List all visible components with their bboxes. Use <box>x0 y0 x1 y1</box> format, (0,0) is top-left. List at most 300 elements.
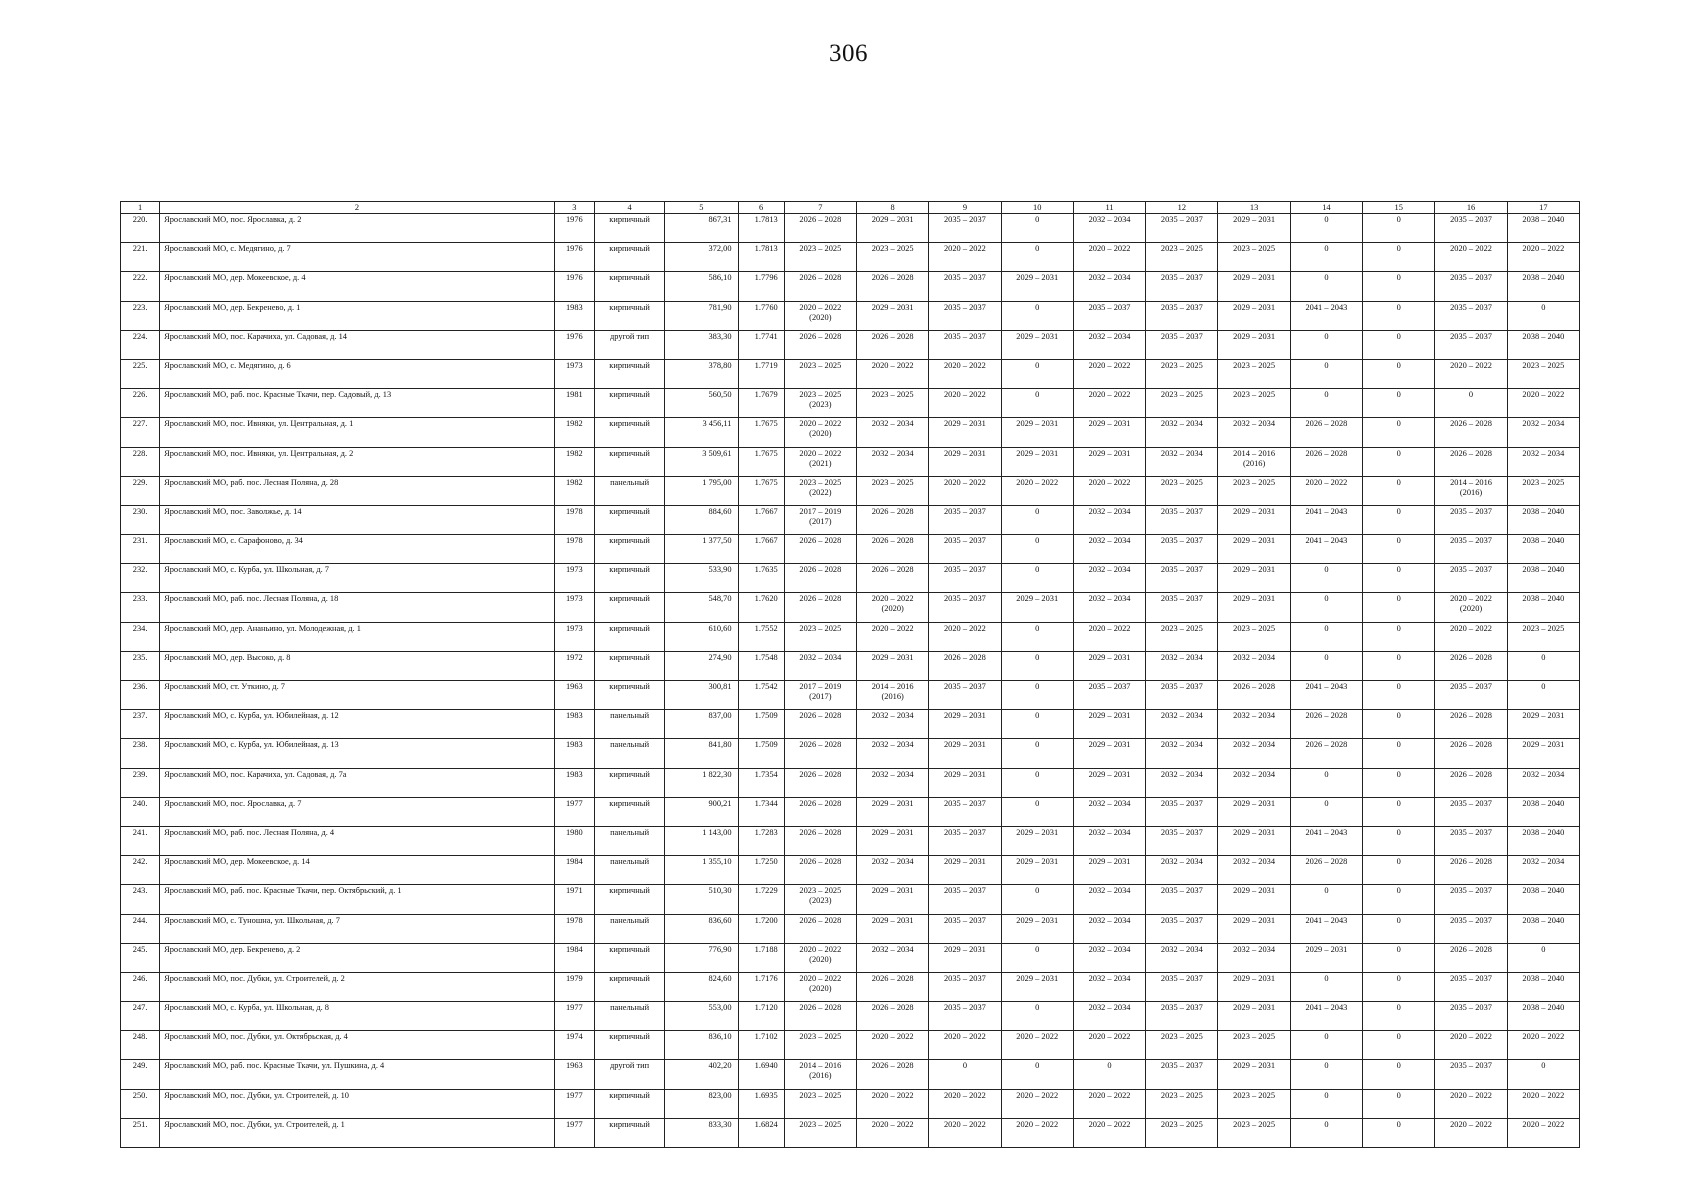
table-cell-col-15: 0 <box>1363 739 1435 768</box>
table-row <box>121 856 1580 885</box>
table-row <box>121 476 1580 505</box>
table-cell-col-7: 2017 – 2019 (2017) <box>784 505 856 534</box>
table-row <box>121 564 1580 593</box>
table-row <box>121 885 1580 914</box>
table-cell-col-1: 239. <box>121 768 160 797</box>
table-cell-col-6: 1.7667 <box>738 535 784 564</box>
table-cell-col-10: 0 <box>1001 651 1073 680</box>
table-cell-col-2: Ярославский МО, с. Курба, ул. Школьная, д. 7 <box>160 564 555 593</box>
table-cell-col-12: 2032 – 2034 <box>1146 418 1218 447</box>
table-cell-col-17: 2038 – 2040 <box>1507 535 1579 564</box>
table-cell-col-7: 2026 – 2028 <box>784 564 856 593</box>
table-cell-col-2: Ярославский МО, пос. Заволжье, д. 14 <box>160 505 555 534</box>
table-cell-col-17: 2020 – 2022 <box>1507 243 1579 272</box>
table-cell-col-14: 0 <box>1290 272 1362 301</box>
table-cell-col-12: 2035 – 2037 <box>1146 826 1218 855</box>
table-cell-col-11: 2029 – 2031 <box>1073 710 1145 739</box>
table-cell-col-10: 2029 – 2031 <box>1001 418 1073 447</box>
table-cell-col-11: 2032 – 2034 <box>1073 1002 1145 1031</box>
table-cell-col-2: Ярославский МО, дер. Ананьино, ул. Молодежная, д. 1 <box>160 622 555 651</box>
table-cell-col-4: кирпичный <box>594 885 664 914</box>
table-cell-col-11: 2032 – 2034 <box>1073 272 1145 301</box>
table-cell-col-5: 274,90 <box>665 651 738 680</box>
table-cell-col-16: 2035 – 2037 <box>1435 564 1507 593</box>
table-cell-col-11: 2020 – 2022 <box>1073 359 1145 388</box>
table-cell-col-16: 2020 – 2022 <box>1435 1118 1507 1147</box>
table-cell-col-3: 1973 <box>554 593 594 622</box>
table-cell-col-12: 2032 – 2034 <box>1146 651 1218 680</box>
table-cell-col-7: 2020 – 2022 (2020) <box>784 943 856 972</box>
table-cell-col-15: 0 <box>1363 1002 1435 1031</box>
table-cell-col-17: 2038 – 2040 <box>1507 885 1579 914</box>
table-cell-col-9: 2035 – 2037 <box>929 272 1001 301</box>
column-header-9: 9 <box>929 202 1001 214</box>
table-cell-col-13: 2032 – 2034 <box>1218 651 1290 680</box>
table-cell-col-5: 776,90 <box>665 943 738 972</box>
table-cell-col-1: 241. <box>121 826 160 855</box>
table-cell-col-16: 2014 – 2016 (2016) <box>1435 476 1507 505</box>
table-cell-col-4: кирпичный <box>594 1118 664 1147</box>
table-cell-col-11: 2032 – 2034 <box>1073 914 1145 943</box>
table-cell-col-16: 2035 – 2037 <box>1435 301 1507 330</box>
table-row <box>121 272 1580 301</box>
table-cell-col-12: 2032 – 2034 <box>1146 447 1218 476</box>
table-cell-col-11: 2032 – 2034 <box>1073 797 1145 826</box>
table-cell-col-2: Ярославский МО, дер. Бекренево, д. 1 <box>160 301 555 330</box>
table-cell-col-10: 2020 – 2022 <box>1001 1031 1073 1060</box>
table-cell-col-16: 2020 – 2022 <box>1435 1089 1507 1118</box>
table-cell-col-16: 2026 – 2028 <box>1435 651 1507 680</box>
table-cell-col-13: 2023 – 2025 <box>1218 389 1290 418</box>
table-cell-col-15: 0 <box>1363 943 1435 972</box>
table-row <box>121 1031 1580 1060</box>
table-cell-col-1: 226. <box>121 389 160 418</box>
table-cell-col-4: кирпичный <box>594 1031 664 1060</box>
table-cell-col-13: 2029 – 2031 <box>1218 1060 1290 1089</box>
table-cell-col-12: 2035 – 2037 <box>1146 885 1218 914</box>
table-cell-col-4: кирпичный <box>594 651 664 680</box>
table-cell-col-3: 1984 <box>554 943 594 972</box>
table-cell-col-12: 2023 – 2025 <box>1146 622 1218 651</box>
table-cell-col-10: 0 <box>1001 943 1073 972</box>
table-cell-col-16: 2035 – 2037 <box>1435 1002 1507 1031</box>
table-cell-col-8: 2029 – 2031 <box>856 301 928 330</box>
table-cell-col-15: 0 <box>1363 476 1435 505</box>
table-cell-col-14: 2041 – 2043 <box>1290 505 1362 534</box>
table-cell-col-6: 1.7344 <box>738 797 784 826</box>
column-header-2: 2 <box>160 202 555 214</box>
table-cell-col-13: 2029 – 2031 <box>1218 564 1290 593</box>
table-cell-col-2: Ярославский МО, дер. Бекренево, д. 2 <box>160 943 555 972</box>
table-cell-col-15: 0 <box>1363 856 1435 885</box>
column-header-12: 12 <box>1146 202 1218 214</box>
table-cell-col-13: 2023 – 2025 <box>1218 243 1290 272</box>
table-cell-col-2: Ярославский МО, раб. пос. Лесная Поляна, д. 4 <box>160 826 555 855</box>
table-cell-col-13: 2023 – 2025 <box>1218 622 1290 651</box>
table-cell-col-9: 2020 – 2022 <box>929 622 1001 651</box>
table-cell-col-2: Ярославский МО, раб. пос. Красные Ткачи, пер. Октябрьский, д. 1 <box>160 885 555 914</box>
table-cell-col-16: 2020 – 2022 <box>1435 622 1507 651</box>
table-cell-col-11: 2032 – 2034 <box>1073 214 1145 243</box>
table-cell-col-4: кирпичный <box>594 243 664 272</box>
column-header-14: 14 <box>1290 202 1362 214</box>
table-cell-col-7: 2023 – 2025 <box>784 1031 856 1060</box>
table-cell-col-14: 2041 – 2043 <box>1290 914 1362 943</box>
table-cell-col-7: 2017 – 2019 (2017) <box>784 681 856 710</box>
table-cell-col-1: 248. <box>121 1031 160 1060</box>
table-cell-col-10: 0 <box>1001 1060 1073 1089</box>
table-cell-col-6: 1.7675 <box>738 447 784 476</box>
column-header-17: 17 <box>1507 202 1579 214</box>
table-cell-col-1: 227. <box>121 418 160 447</box>
table-cell-col-2: Ярославский МО, дер. Высоко, д. 8 <box>160 651 555 680</box>
table-cell-col-1: 233. <box>121 593 160 622</box>
table-cell-col-9: 2035 – 2037 <box>929 797 1001 826</box>
table-cell-col-8: 2032 – 2034 <box>856 418 928 447</box>
table-cell-col-3: 1977 <box>554 1118 594 1147</box>
table-cell-col-15: 0 <box>1363 301 1435 330</box>
table-cell-col-6: 1.7120 <box>738 1002 784 1031</box>
table-row <box>121 243 1580 272</box>
table-cell-col-12: 2035 – 2037 <box>1146 1002 1218 1031</box>
table-cell-col-7: 2026 – 2028 <box>784 535 856 564</box>
table-cell-col-10: 0 <box>1001 768 1073 797</box>
table-cell-col-17: 2023 – 2025 <box>1507 622 1579 651</box>
table-cell-col-17: 0 <box>1507 651 1579 680</box>
table-row <box>121 651 1580 680</box>
table-cell-col-17: 0 <box>1507 1060 1579 1089</box>
table-row <box>121 1118 1580 1147</box>
table-cell-col-8: 2032 – 2034 <box>856 710 928 739</box>
table-cell-col-8: 2029 – 2031 <box>856 826 928 855</box>
table-cell-col-9: 2020 – 2022 <box>929 359 1001 388</box>
table-cell-col-1: 234. <box>121 622 160 651</box>
table-cell-col-12: 2035 – 2037 <box>1146 914 1218 943</box>
table-cell-col-9: 2035 – 2037 <box>929 593 1001 622</box>
table-cell-col-10: 2020 – 2022 <box>1001 476 1073 505</box>
table-cell-col-16: 2035 – 2037 <box>1435 505 1507 534</box>
table-cell-col-3: 1982 <box>554 418 594 447</box>
table-cell-col-17: 2038 – 2040 <box>1507 797 1579 826</box>
table-cell-col-7: 2023 – 2025 (2022) <box>784 476 856 505</box>
table-cell-col-14: 2041 – 2043 <box>1290 1002 1362 1031</box>
table-cell-col-2: Ярославский МО, раб. пос. Красные Ткачи, пер. Садовый, д. 13 <box>160 389 555 418</box>
table-cell-col-13: 2029 – 2031 <box>1218 797 1290 826</box>
table-cell-col-8: 2032 – 2034 <box>856 768 928 797</box>
table-cell-col-6: 1.7509 <box>738 739 784 768</box>
table-cell-col-16: 2020 – 2022 (2020) <box>1435 593 1507 622</box>
table-cell-col-11: 2032 – 2034 <box>1073 330 1145 359</box>
table-cell-col-4: кирпичный <box>594 681 664 710</box>
table-cell-col-13: 2029 – 2031 <box>1218 330 1290 359</box>
table-cell-col-13: 2029 – 2031 <box>1218 535 1290 564</box>
table-cell-col-14: 0 <box>1290 1118 1362 1147</box>
table-cell-col-7: 2026 – 2028 <box>784 797 856 826</box>
table-cell-col-8: 2032 – 2034 <box>856 856 928 885</box>
column-header-16: 16 <box>1435 202 1507 214</box>
table-cell-col-7: 2026 – 2028 <box>784 826 856 855</box>
table-row <box>121 214 1580 243</box>
table-cell-col-5: 610,60 <box>665 622 738 651</box>
table-cell-col-1: 245. <box>121 943 160 972</box>
table-cell-col-3: 1984 <box>554 856 594 885</box>
table-cell-col-17: 2038 – 2040 <box>1507 272 1579 301</box>
table-cell-col-12: 2023 – 2025 <box>1146 359 1218 388</box>
table-cell-col-3: 1983 <box>554 301 594 330</box>
table-row <box>121 943 1580 972</box>
table-cell-col-4: кирпичный <box>594 1089 664 1118</box>
table-cell-col-16: 2026 – 2028 <box>1435 943 1507 972</box>
table-cell-col-14: 0 <box>1290 972 1362 1001</box>
table-cell-col-9: 2035 – 2037 <box>929 330 1001 359</box>
table-cell-col-2: Ярославский МО, пос. Дубки, ул. Строителей, д. 1 <box>160 1118 555 1147</box>
table-cell-col-13: 2026 – 2028 <box>1218 681 1290 710</box>
table-cell-col-9: 2035 – 2037 <box>929 301 1001 330</box>
table-cell-col-5: 1 822,30 <box>665 768 738 797</box>
table-cell-col-14: 0 <box>1290 651 1362 680</box>
table-cell-col-17: 2020 – 2022 <box>1507 389 1579 418</box>
table-cell-col-14: 2026 – 2028 <box>1290 739 1362 768</box>
table-cell-col-10: 0 <box>1001 535 1073 564</box>
table-cell-col-3: 1963 <box>554 681 594 710</box>
table-cell-col-3: 1981 <box>554 389 594 418</box>
table-cell-col-6: 1.7635 <box>738 564 784 593</box>
table-cell-col-13: 2032 – 2034 <box>1218 739 1290 768</box>
table-cell-col-15: 0 <box>1363 1060 1435 1089</box>
table-cell-col-12: 2035 – 2037 <box>1146 301 1218 330</box>
table-cell-col-1: 244. <box>121 914 160 943</box>
table-cell-col-8: 2026 – 2028 <box>856 972 928 1001</box>
table-cell-col-1: 240. <box>121 797 160 826</box>
table-cell-col-10: 0 <box>1001 564 1073 593</box>
table-cell-col-14: 2041 – 2043 <box>1290 826 1362 855</box>
table-cell-col-5: 823,00 <box>665 1089 738 1118</box>
table-cell-col-3: 1977 <box>554 1089 594 1118</box>
table-cell-col-1: 243. <box>121 885 160 914</box>
table-cell-col-14: 0 <box>1290 330 1362 359</box>
table-cell-col-11: 2035 – 2037 <box>1073 301 1145 330</box>
table-cell-col-6: 1.7250 <box>738 856 784 885</box>
table-cell-col-13: 2023 – 2025 <box>1218 359 1290 388</box>
table-cell-col-9: 2035 – 2037 <box>929 885 1001 914</box>
table-cell-col-17: 2020 – 2022 <box>1507 1118 1579 1147</box>
table-cell-col-9: 2029 – 2031 <box>929 710 1001 739</box>
column-header-4: 4 <box>594 202 664 214</box>
table-cell-col-5: 867,31 <box>665 214 738 243</box>
table-cell-col-8: 2023 – 2025 <box>856 389 928 418</box>
table-cell-col-4: кирпичный <box>594 389 664 418</box>
table-cell-col-12: 2035 – 2037 <box>1146 214 1218 243</box>
table-cell-col-2: Ярославский МО, дер. Мокеевское, д. 4 <box>160 272 555 301</box>
table-cell-col-2: Ярославский МО, пос. Дубки, ул. Строителей, д. 2 <box>160 972 555 1001</box>
table-cell-col-15: 0 <box>1363 972 1435 1001</box>
table-cell-col-4: кирпичный <box>594 768 664 797</box>
table-cell-col-14: 2026 – 2028 <box>1290 856 1362 885</box>
table-row <box>121 710 1580 739</box>
table-cell-col-2: Ярославский МО, с. Туношна, ул. Школьная, д. 7 <box>160 914 555 943</box>
table-cell-col-12: 2032 – 2034 <box>1146 739 1218 768</box>
table-cell-col-13: 2029 – 2031 <box>1218 301 1290 330</box>
table-cell-col-1: 247. <box>121 1002 160 1031</box>
table-cell-col-2: Ярославский МО, дер. Мокеевское, д. 14 <box>160 856 555 885</box>
table-cell-col-8: 2029 – 2031 <box>856 797 928 826</box>
table-cell-col-6: 1.7354 <box>738 768 784 797</box>
table-cell-col-13: 2029 – 2031 <box>1218 914 1290 943</box>
table-cell-col-16: 2035 – 2037 <box>1435 914 1507 943</box>
table-cell-col-16: 2026 – 2028 <box>1435 418 1507 447</box>
table-cell-col-5: 383,30 <box>665 330 738 359</box>
table-cell-col-15: 0 <box>1363 447 1435 476</box>
table-cell-col-3: 1982 <box>554 476 594 505</box>
table-cell-col-14: 0 <box>1290 797 1362 826</box>
table-cell-col-17: 2023 – 2025 <box>1507 476 1579 505</box>
table-cell-col-3: 1974 <box>554 1031 594 1060</box>
page-number: 306 <box>829 40 868 67</box>
table-cell-col-1: 242. <box>121 856 160 885</box>
table-cell-col-10: 0 <box>1001 739 1073 768</box>
table-cell-col-6: 1.7760 <box>738 301 784 330</box>
table-cell-col-12: 2023 – 2025 <box>1146 1089 1218 1118</box>
table-cell-col-13: 2029 – 2031 <box>1218 214 1290 243</box>
table-cell-col-8: 2020 – 2022 <box>856 1031 928 1060</box>
table-cell-col-1: 228. <box>121 447 160 476</box>
table-cell-col-3: 1980 <box>554 826 594 855</box>
table-cell-col-6: 1.6824 <box>738 1118 784 1147</box>
table-cell-col-14: 0 <box>1290 1060 1362 1089</box>
table-cell-col-17: 2038 – 2040 <box>1507 1002 1579 1031</box>
table-cell-col-2: Ярославский МО, раб. пос. Красные Ткачи, ул. Пушкина, д. 4 <box>160 1060 555 1089</box>
table-cell-col-17: 2038 – 2040 <box>1507 214 1579 243</box>
table-cell-col-6: 1.7675 <box>738 476 784 505</box>
table-cell-col-5: 824,60 <box>665 972 738 1001</box>
table-cell-col-1: 225. <box>121 359 160 388</box>
table-cell-col-13: 2032 – 2034 <box>1218 856 1290 885</box>
table-cell-col-6: 1.7509 <box>738 710 784 739</box>
header-row <box>121 202 1580 214</box>
table-cell-col-8: 2026 – 2028 <box>856 272 928 301</box>
table-cell-col-13: 2032 – 2034 <box>1218 418 1290 447</box>
table-cell-col-7: 2032 – 2034 <box>784 651 856 680</box>
table-cell-col-7: 2020 – 2022 (2021) <box>784 447 856 476</box>
table-cell-col-8: 2029 – 2031 <box>856 885 928 914</box>
table-cell-col-5: 560,50 <box>665 389 738 418</box>
table-cell-col-15: 0 <box>1363 272 1435 301</box>
table-cell-col-15: 0 <box>1363 418 1435 447</box>
table-cell-col-8: 2020 – 2022 <box>856 359 928 388</box>
table-cell-col-14: 2026 – 2028 <box>1290 418 1362 447</box>
table-cell-col-17: 2038 – 2040 <box>1507 826 1579 855</box>
table-cell-col-6: 1.6940 <box>738 1060 784 1089</box>
table-cell-col-14: 0 <box>1290 1089 1362 1118</box>
table-cell-col-15: 0 <box>1363 593 1435 622</box>
table-cell-col-13: 2029 – 2031 <box>1218 972 1290 1001</box>
table-cell-col-5: 3 456,11 <box>665 418 738 447</box>
table-cell-col-3: 1982 <box>554 447 594 476</box>
table-cell-col-7: 2026 – 2028 <box>784 1002 856 1031</box>
table-cell-col-4: панельный <box>594 914 664 943</box>
table-cell-col-17: 2038 – 2040 <box>1507 914 1579 943</box>
column-header-15: 15 <box>1363 202 1435 214</box>
table-cell-col-7: 2026 – 2028 <box>784 214 856 243</box>
table-cell-col-15: 0 <box>1363 914 1435 943</box>
table-cell-col-14: 2041 – 2043 <box>1290 681 1362 710</box>
table-cell-col-5: 3 509,61 <box>665 447 738 476</box>
table-cell-col-11: 2032 – 2034 <box>1073 564 1145 593</box>
table-cell-col-6: 1.7741 <box>738 330 784 359</box>
table-cell-col-5: 1 355,10 <box>665 856 738 885</box>
column-header-8: 8 <box>856 202 928 214</box>
table-row <box>121 1060 1580 1089</box>
table-cell-col-15: 0 <box>1363 681 1435 710</box>
table-cell-col-3: 1971 <box>554 885 594 914</box>
table-cell-col-4: кирпичный <box>594 564 664 593</box>
table-cell-col-15: 0 <box>1363 505 1435 534</box>
table-cell-col-10: 0 <box>1001 301 1073 330</box>
table-cell-col-16: 2035 – 2037 <box>1435 797 1507 826</box>
table-cell-col-3: 1983 <box>554 768 594 797</box>
table-cell-col-10: 2020 – 2022 <box>1001 1118 1073 1147</box>
table-cell-col-9: 2035 – 2037 <box>929 972 1001 1001</box>
table-row <box>121 301 1580 330</box>
table-cell-col-12: 2035 – 2037 <box>1146 564 1218 593</box>
table-cell-col-11: 2029 – 2031 <box>1073 447 1145 476</box>
table-cell-col-7: 2026 – 2028 <box>784 330 856 359</box>
table-cell-col-2: Ярославский МО, пос. Ярославка, д. 7 <box>160 797 555 826</box>
table-cell-col-7: 2023 – 2025 <box>784 1089 856 1118</box>
table-cell-col-12: 2032 – 2034 <box>1146 710 1218 739</box>
table-cell-col-16: 2035 – 2037 <box>1435 972 1507 1001</box>
table-row <box>121 622 1580 651</box>
table-cell-col-5: 372,00 <box>665 243 738 272</box>
table-cell-col-17: 2038 – 2040 <box>1507 505 1579 534</box>
table-cell-col-8: 2029 – 2031 <box>856 214 928 243</box>
table-cell-col-15: 0 <box>1363 622 1435 651</box>
table-row <box>121 535 1580 564</box>
table-cell-col-13: 2032 – 2034 <box>1218 943 1290 972</box>
table-cell-col-5: 548,70 <box>665 593 738 622</box>
table-cell-col-4: кирпичный <box>594 272 664 301</box>
table-cell-col-8: 2020 – 2022 <box>856 622 928 651</box>
table-cell-col-10: 0 <box>1001 243 1073 272</box>
table-cell-col-4: кирпичный <box>594 797 664 826</box>
table-cell-col-15: 0 <box>1363 243 1435 272</box>
table-cell-col-14: 0 <box>1290 622 1362 651</box>
table-cell-col-10: 0 <box>1001 214 1073 243</box>
table-cell-col-8: 2026 – 2028 <box>856 505 928 534</box>
table-cell-col-2: Ярославский МО, пос. Карачиха, ул. Садовая, д. 14 <box>160 330 555 359</box>
table-cell-col-14: 0 <box>1290 214 1362 243</box>
table-cell-col-10: 2029 – 2031 <box>1001 856 1073 885</box>
table-row <box>121 330 1580 359</box>
table-cell-col-1: 251. <box>121 1118 160 1147</box>
table-cell-col-9: 2020 – 2022 <box>929 1089 1001 1118</box>
table-cell-col-9: 2035 – 2037 <box>929 564 1001 593</box>
table-cell-col-4: кирпичный <box>594 447 664 476</box>
table-cell-col-14: 0 <box>1290 593 1362 622</box>
table-cell-col-10: 2029 – 2031 <box>1001 330 1073 359</box>
table-cell-col-15: 0 <box>1363 214 1435 243</box>
table-cell-col-4: панельный <box>594 710 664 739</box>
table-cell-col-1: 235. <box>121 651 160 680</box>
table-cell-col-7: 2026 – 2028 <box>784 593 856 622</box>
table-cell-col-6: 1.7229 <box>738 885 784 914</box>
table-cell-col-1: 230. <box>121 505 160 534</box>
table-cell-col-3: 1977 <box>554 797 594 826</box>
table-cell-col-4: панельный <box>594 476 664 505</box>
table-cell-col-15: 0 <box>1363 359 1435 388</box>
column-header-5: 5 <box>665 202 738 214</box>
table-cell-col-17: 2032 – 2034 <box>1507 768 1579 797</box>
